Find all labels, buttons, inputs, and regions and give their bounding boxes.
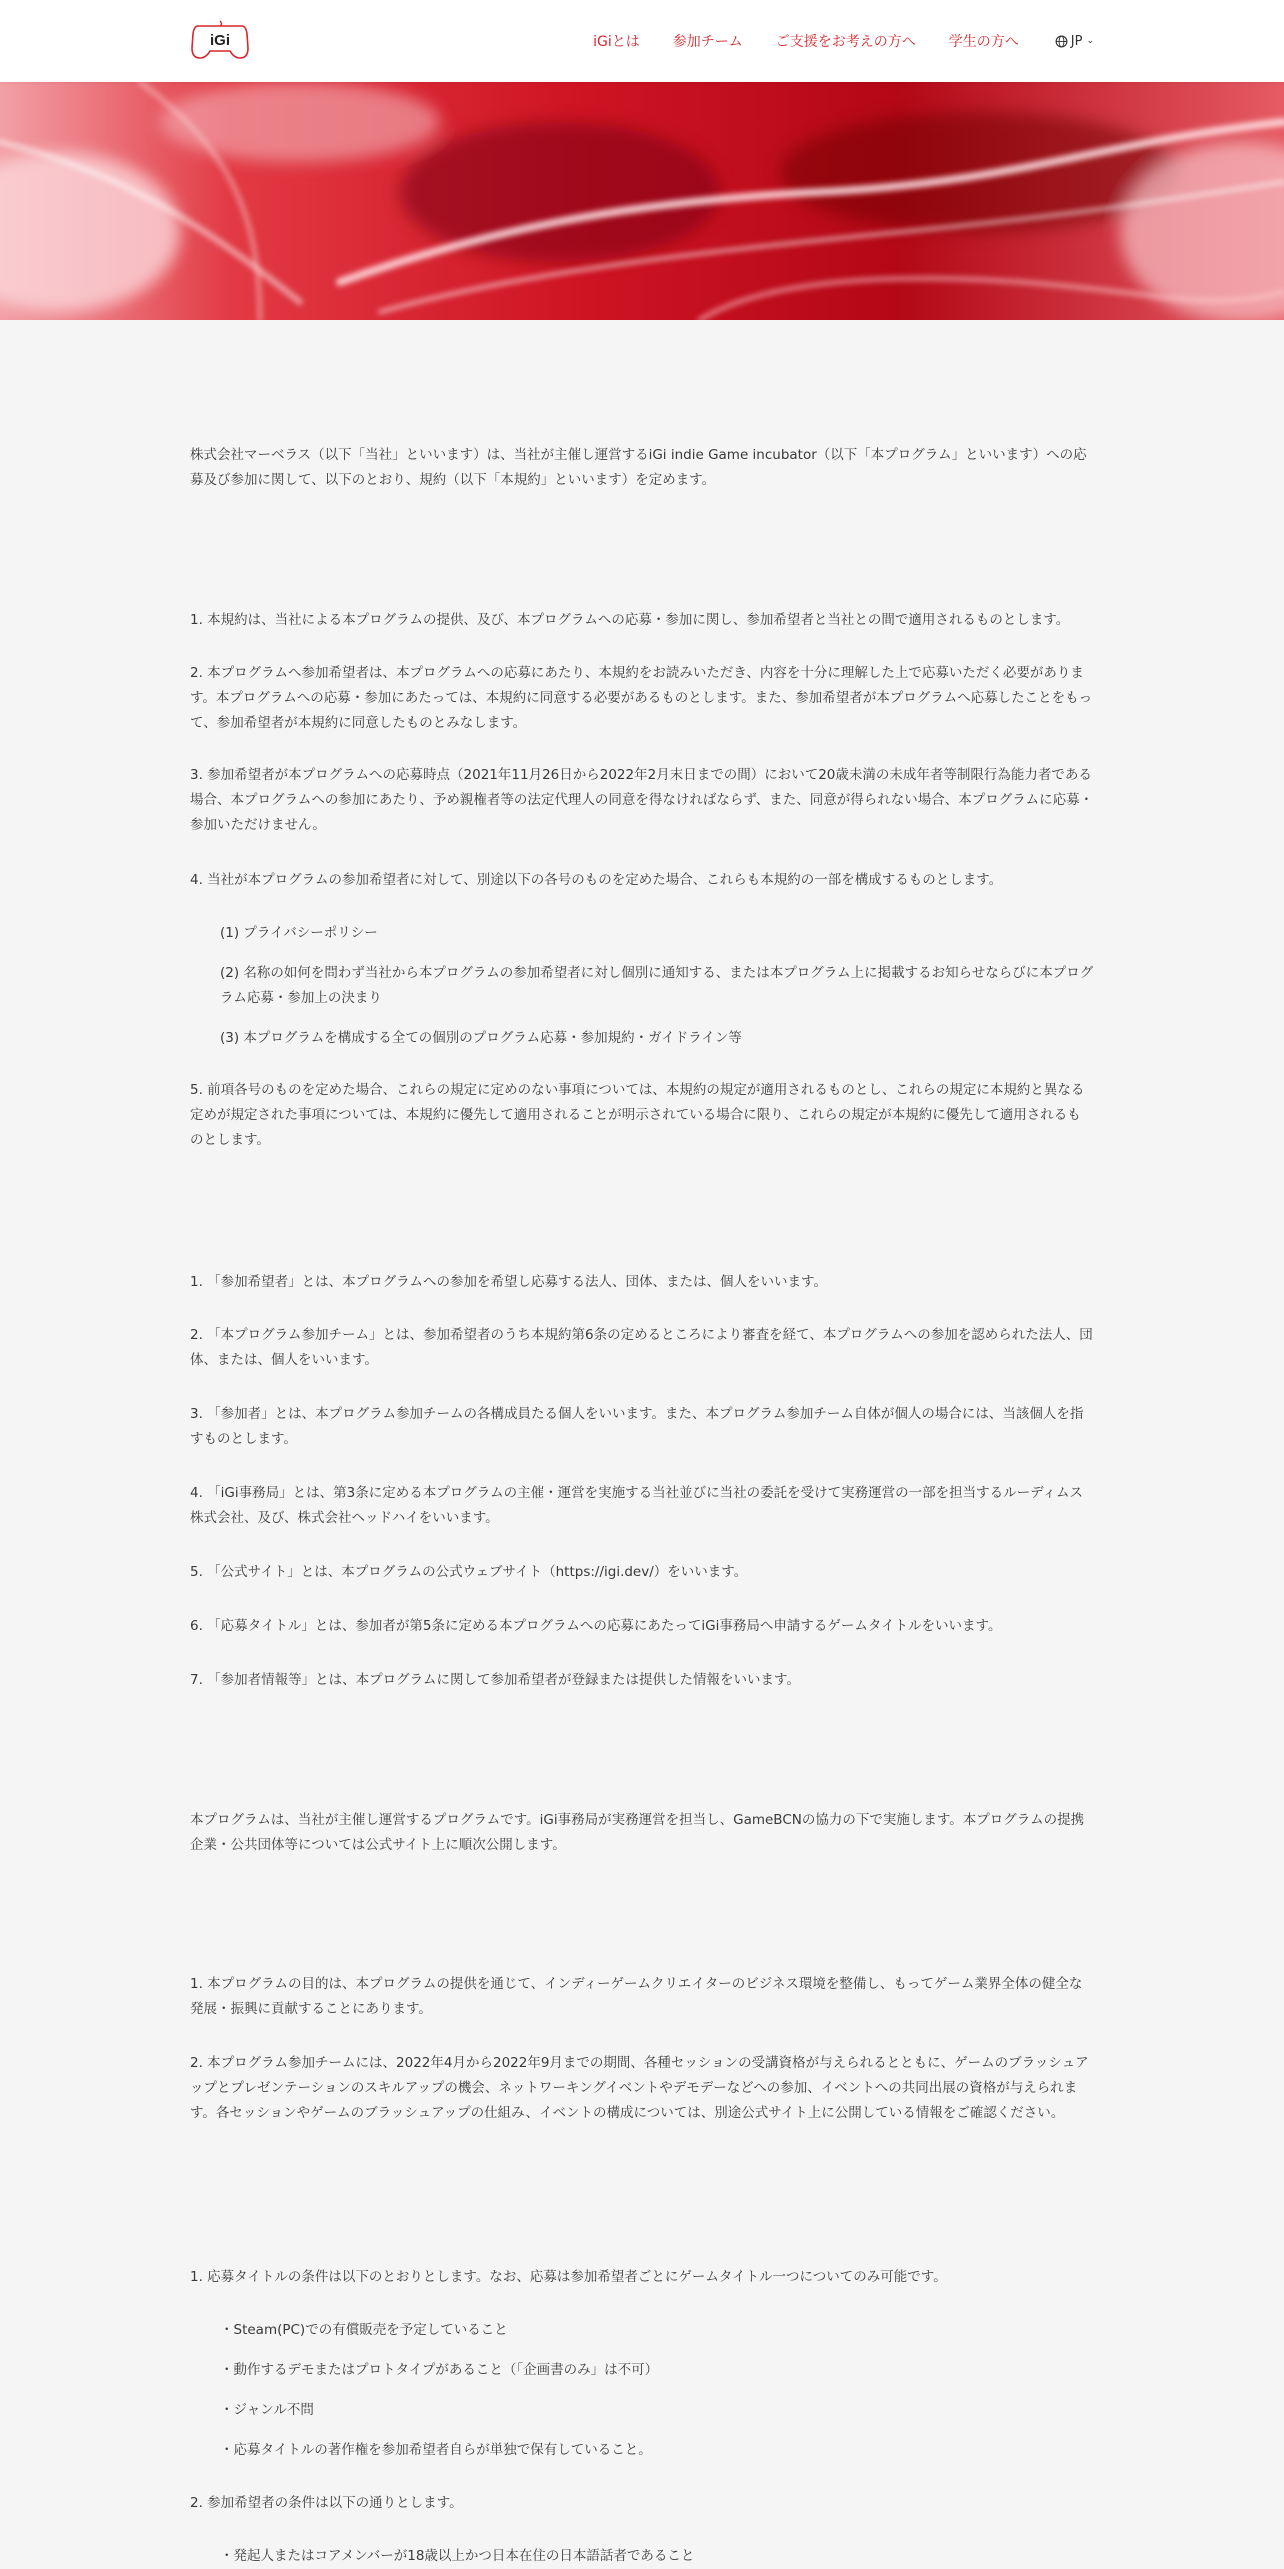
s2-p6: 6. 「応募タイトル」とは、参加者が第5条に定める本プログラムへの応募にあたってiGi事務局へ申請するゲームタイトルをいいます。: [190, 1618, 1002, 1634]
s5-p1: 1. 応募タイトルの条件は以下のとおりとします。なお、応募は参加希望者ごとにゲームタイトル一つについてのみ可能です。: [190, 2269, 947, 2285]
s5-bullet3: ・ジャンル不問: [220, 2402, 314, 2418]
s5-p2: 2. 参加希望者の条件は以下の通りとします。: [190, 2495, 463, 2511]
igi-logo-icon[interactable]: [190, 18, 250, 62]
s1-p4: 4. 当社が本プログラムの参加希望者に対して、別途以下の各号のものを定めた場合、これらも本規約の一部を構成するものとします。: [190, 872, 1003, 888]
nav-about[interactable]: iGiとは: [593, 34, 640, 50]
s2-p1: 1. 「参加希望者」とは、本プログラムへの参加を希望し応募する法人、団体、または、個人をいいます。: [190, 1274, 827, 1290]
s2-p2: 2. 「本プログラム参加チーム」とは、参加希望者のうち本規約第6条の定めるところにより審査を経て、本プログラムへの参加を認められた法人、団体、または、個人をいいます。: [190, 1327, 1093, 1368]
globe-icon: [1055, 35, 1068, 48]
s5-bullet1: ・Steam(PC)での有償販売を予定していること: [220, 2322, 508, 2338]
svg-text:iGi: iGi: [209, 32, 231, 49]
language-label: JP: [1070, 33, 1083, 49]
nav-students[interactable]: 学生の方へ: [948, 34, 1019, 50]
nav-supporters[interactable]: ご支援をお考えの方へ: [775, 34, 916, 50]
s1-sub2: (2) 名称の如何を問わず当社から本プログラムの参加希望者に対し個別に通知する、または本プログラム上に掲載するお知らせならびに本プログラム応募・参加上の決まり: [220, 965, 1094, 1006]
s1-p5: 5. 前項各号のものを定めた場合、これらの規定に定めのない事項については、本規約の規定が適用されるものとし、これらの規定に本規約と異なる定めが規定された事項については、本規約に優先して適用されることが明示されている場合に限り、これらの規定が本規約に優先して適用されるものとします。: [190, 1082, 1085, 1148]
s2-p3: 3. 「参加者」とは、本プログラム参加チームの各構成員たる個人をいいます。また、本プログラム参加チーム自体が個人の場合には、当該個人を指すものとします。: [190, 1406, 1084, 1447]
hero-banner: [0, 82, 1284, 320]
s4-p1: 1. 本プログラムの目的は、本プログラムの提供を通じて、インディーゲームクリエイターのビジネス環境を整備し、もってゲーム業界全体の健全な発展・振興に貢献することにあります。: [190, 1976, 1083, 2017]
intro-paragraph: 株式会社マーベラス（以下「当社」といいます）は、当社が主催し運営するiGi indie Game incubator（以下「本プログラム」といいます）への応募及び参加に関して、以下のとおり、規約（以下「本規約」といいます）を定めます。: [190, 447, 1087, 488]
s2-p7: 7. 「参加者情報等」とは、本プログラムに関して参加希望者が登録または提供した情報をいいます。: [190, 1672, 800, 1688]
s1-p2: 2. 本プログラムへ参加希望者は、本プログラムへの応募にあたり、本規約をお読みいただき、内容を十分に理解した上で応募いただく必要があります。本プログラムへの応募・参加にあたっては、本規約に同意する必要があるものとします。また、参加希望者が本プログラムへ応募したことをもって、参加希望者が本規約に同意したものとみなします。: [190, 665, 1093, 731]
main-nav: [560, 0, 1094, 82]
s4-p2: 2. 本プログラム参加チームには、2022年4月から2022年9月までの期間、各種セッションの受講資格が与えられるとともに、ゲームのブラッシュアップとプレゼンテーションのスキルアップの機会、ネットワーキングイベントやデモデーなどへの参加、イベントへの共同出展の資格が与えられます。各セッションやゲームのブラッシュアップの仕組み、イベントの構成については、別途公式サイト上に公開している情報をご確認ください。: [190, 2055, 1089, 2121]
s1-p1: 1. 本規約は、当社による本プログラムの提供、及び、本プログラムへの応募・参加に関し、参加希望者と当社との間で適用されるものとします。: [190, 612, 1070, 628]
s5-bullet2: ・動作するデモまたはプロトタイプがあること（「企画書のみ」は不可）: [220, 2362, 659, 2378]
s1-sub1: (1) プライバシーポリシー: [220, 925, 378, 941]
nav-teams[interactable]: 参加チーム: [672, 34, 743, 50]
s2-p5: 5. 「公式サイト」とは、本プログラムの公式ウェブサイト（https://igi.dev/）をいいます。: [190, 1564, 748, 1580]
s1-p3: 3. 参加希望者が本プログラムへの応募時点（2021年11月26日から2022年2月末日までの間）において20歳未満の未成年者等制限行為能力者である場合、本プログラムへの参加にあたり、予め親権者等の法定代理人の同意を得なければならず、また、同意が得られない場合、本プログラムに応募・参加いただけません。: [190, 767, 1094, 833]
site-header: [0, 0, 1284, 82]
s5-bullet5: ・発起人またはコアメンバーが18歳以上かつ日本在住の日本語話者であること: [220, 2548, 695, 2564]
s5-bullet4: ・応募タイトルの著作権を参加希望者自らが単独で保有していること。: [220, 2442, 652, 2458]
chevron-down-icon: ⌄: [1086, 36, 1094, 46]
s2-p4: 4. 「iGi事務局」とは、第3条に定める本プログラムの主催・運営を実施する当社並びに当社の委託を受けて実務運営の一部を担当するルーディムス株式会社、及び、株式会社ヘッドハイをいいます。: [190, 1485, 1084, 1526]
s3-p1: 本プログラムは、当社が主催し運営するプログラムです。iGi事務局が実務運営を担当し、GameBCNの協力の下で実施します。本プログラムの提携企業・公共団体等については公式サイト上に順次公開します。: [190, 1812, 1085, 1853]
s1-sub3: (3) 本プログラムを構成する全ての個別のプログラム応募・参加規約・ガイドライン等: [220, 1030, 742, 1046]
language-selector[interactable]: [1055, 34, 1094, 49]
